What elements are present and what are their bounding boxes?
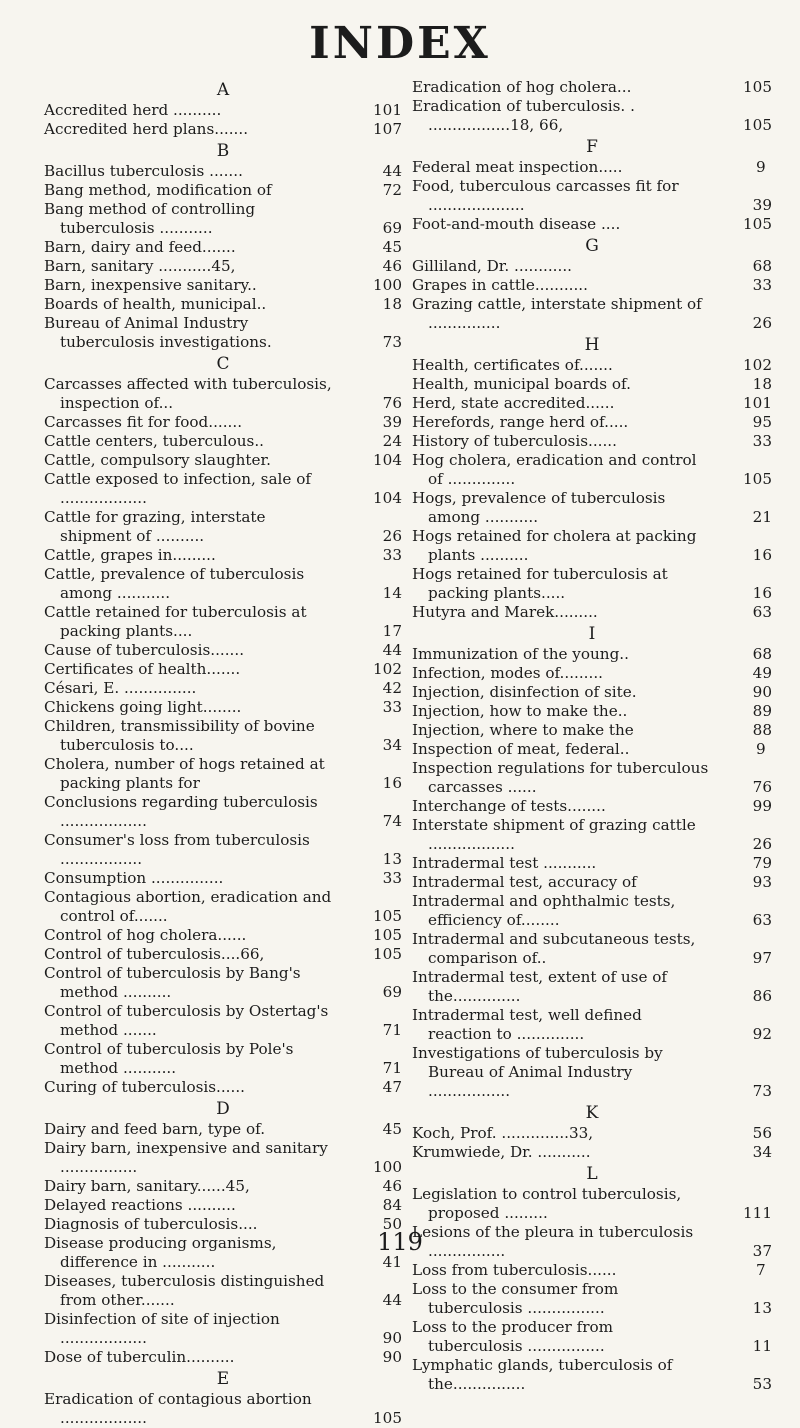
index-entry	[412, 645, 772, 664]
entry-pages: 13	[382, 850, 402, 868]
entry-pages: 84	[382, 1196, 402, 1214]
entry-pages: 105	[373, 926, 402, 944]
index-entry	[412, 177, 772, 215]
index-entry	[44, 831, 402, 869]
section-letter: L	[586, 1164, 598, 1184]
entry-pages: 105	[743, 470, 772, 488]
entry-text: Krumwiede, Dr. ...........	[412, 1143, 591, 1161]
entry-text: Disease producing organisms, difference in ...........	[44, 1234, 277, 1271]
index-entry	[412, 854, 772, 873]
entry-pages: 16	[752, 584, 772, 602]
index-entry	[412, 394, 772, 413]
entry-pages: 90	[382, 1329, 402, 1347]
entry-text: Loss from tuberculosis......	[412, 1261, 617, 1279]
entry-pages: 41	[382, 1253, 402, 1271]
entry-pages: 13	[752, 1299, 772, 1317]
entry-text: History of tuberculosis......	[412, 432, 617, 450]
entry-text: Dairy barn, sanitary......45,	[44, 1177, 250, 1195]
entry-text: Cattle, compulsory slaughter.	[44, 451, 271, 469]
entry-text: Intradermal and ophthalmic tests, efficiency of........	[412, 892, 676, 929]
entry-text: Delayed reactions ..........	[44, 1196, 236, 1214]
entry-text: Curing of tuberculosis......	[44, 1078, 245, 1096]
entry-pages: 46	[382, 257, 402, 275]
left-column	[44, 78, 402, 1428]
entry-pages: 63	[752, 911, 772, 929]
entry-text: Carcasses affected with tuberculosis, inspection of...	[44, 375, 332, 412]
index-entry	[44, 432, 402, 451]
entry-text: Boards of health, municipal..	[44, 295, 267, 313]
entry-pages: 26	[752, 314, 772, 332]
entry-text: Intradermal test, well defined reaction to ..............	[412, 1006, 642, 1043]
entry-text: Césari, E. ...............	[44, 679, 197, 697]
index-entry	[44, 162, 402, 181]
index-entry	[44, 945, 402, 964]
index-entry	[44, 257, 402, 276]
index-entry	[44, 546, 402, 565]
entry-pages: 44	[382, 641, 402, 659]
index-entry	[412, 295, 772, 333]
entry-text: Intradermal test, accuracy of	[412, 873, 637, 891]
entry-text: Consumption ...............	[44, 869, 224, 887]
entry-pages: 69	[382, 983, 402, 1001]
index-entry	[412, 759, 772, 797]
entry-text: Barn, dairy and feed.......	[44, 238, 236, 256]
entry-pages: 86	[752, 987, 772, 1005]
entry-text: Intradermal test, extent of use of the..............	[412, 968, 668, 1005]
section-letter: G	[585, 236, 599, 256]
index-entry	[44, 508, 402, 546]
entry-pages: 71	[382, 1059, 402, 1077]
entry-pages: 105	[373, 945, 402, 963]
index-entry	[412, 1185, 772, 1223]
index-entry	[412, 451, 772, 489]
section-letter: F	[586, 137, 598, 157]
index-entry	[412, 489, 772, 527]
entry-pages: 92	[752, 1025, 772, 1043]
entry-pages: 97	[752, 949, 772, 967]
entry-pages: 18	[382, 295, 402, 313]
section-letter: E	[216, 1369, 230, 1389]
entry-text: Loss to the consumer from tuberculosis ................	[412, 1280, 619, 1317]
entry-pages: 24	[382, 432, 402, 450]
entry-text: Control of tuberculosis....66,	[44, 945, 265, 963]
index-entry	[44, 375, 402, 413]
index-entry	[412, 97, 772, 135]
entry-pages: 72	[382, 181, 402, 199]
entry-text: Barn, sanitary ...........45,	[44, 257, 236, 275]
entry-pages: 107	[373, 120, 402, 138]
index-entry	[412, 1280, 772, 1318]
entry-pages: 105	[743, 78, 772, 96]
entry-pages: 33	[752, 432, 772, 450]
entry-text: Health, municipal boards of.	[412, 375, 631, 393]
entry-pages: 104	[373, 451, 402, 469]
entry-text: Hogs retained for tuberculosis at packing plants.....	[412, 565, 668, 602]
entry-text: Lymphatic glands, tuberculosis of the...............	[412, 1356, 673, 1393]
entry-pages: 105	[373, 907, 402, 925]
index-entry	[412, 257, 772, 276]
entry-pages: 68	[752, 645, 772, 663]
entry-text: Intradermal test ...........	[412, 854, 597, 872]
entry-pages: 53	[752, 1375, 772, 1393]
entry-text: Cattle exposed to infection, sale of ..................	[44, 470, 311, 507]
entry-pages: 33	[752, 276, 772, 294]
section-letter: C	[216, 354, 230, 374]
section-letter: D	[216, 1099, 230, 1119]
entry-pages: 76	[752, 778, 772, 796]
index-entry	[412, 930, 772, 968]
entry-pages: 100	[373, 1158, 402, 1176]
entry-text: Cattle for grazing, interstate shipment of ..........	[44, 508, 266, 545]
index-entry	[412, 603, 772, 622]
entry-pages: 105	[743, 215, 772, 233]
entry-pages: 17	[382, 622, 402, 640]
entry-pages: 101	[743, 394, 772, 412]
entry-text: Eradication of tuberculosis. . .................18, 66,	[412, 97, 635, 134]
entry-pages: 16	[382, 774, 402, 792]
index-entry	[44, 565, 402, 603]
index-entry	[44, 793, 402, 831]
index-entry	[412, 432, 772, 451]
entry-text: Cause of tuberculosis.......	[44, 641, 245, 659]
entry-text: Accredited herd plans.......	[44, 120, 249, 138]
index-entry: Inspection of meat, federal.. 9	[412, 740, 766, 758]
index-entry	[44, 451, 402, 470]
entry-text: Bang method of controlling tuberculosis ...........	[44, 200, 256, 237]
section-letter: K	[585, 1103, 599, 1123]
index-entry	[412, 1044, 772, 1101]
entry-pages: 44	[382, 1291, 402, 1309]
entry-text: Control of tuberculosis by Pole's method ...........	[44, 1040, 294, 1077]
entry-pages: 79	[752, 854, 772, 872]
entry-pages: 26	[752, 835, 772, 853]
entry-pages: 37	[752, 1242, 772, 1260]
entry-pages: 26	[382, 527, 402, 545]
index-entry	[412, 565, 772, 603]
entry-text: Food, tuberculous carcasses fit for ....................	[412, 177, 679, 214]
entry-pages: 47	[382, 1078, 402, 1096]
index-entry	[44, 200, 402, 238]
entry-pages: 104	[373, 489, 402, 507]
entry-pages: 45	[382, 1120, 402, 1138]
entry-pages: 33	[382, 698, 402, 716]
index-entry	[412, 356, 772, 375]
entry-text: Investigations of tuberculosis by Bureau of Animal Industry .................	[412, 1044, 663, 1100]
entry-pages: 99	[752, 797, 772, 815]
entry-pages: 56	[752, 1124, 772, 1142]
entry-text: Gilliland, Dr. ............	[412, 257, 572, 275]
entry-pages: 71	[382, 1021, 402, 1039]
entry-text: Health, certificates of.......	[412, 356, 613, 374]
entry-pages: 102	[373, 660, 402, 678]
entry-pages: 89	[752, 702, 772, 720]
entry-text: Accredited herd ..........	[44, 101, 222, 119]
entry-text: Conclusions regarding tuberculosis ..................	[44, 793, 318, 830]
index-entry	[44, 888, 402, 926]
index-entry	[44, 641, 402, 660]
index-entry	[412, 968, 772, 1006]
entry-pages: 34	[752, 1143, 772, 1161]
entry-text: Herd, state accredited......	[412, 394, 615, 412]
entry-text: Injection, disinfection of site.	[412, 683, 637, 701]
entry-text: Cattle retained for tuberculosis at packing plants....	[44, 603, 307, 640]
entry-text: Koch, Prof. ..............33,	[412, 1124, 594, 1142]
index-entry	[44, 1040, 402, 1078]
index-entry	[44, 295, 402, 314]
index-entry	[44, 1310, 402, 1348]
index-entry	[412, 816, 772, 854]
section-letter: H	[584, 335, 600, 355]
entry-pages: 100	[373, 276, 402, 294]
index-entry	[412, 797, 772, 816]
index-entry	[412, 721, 772, 740]
index-entry	[44, 101, 402, 120]
entry-text: Chickens going light........	[44, 698, 242, 716]
entry-text: Injection, where to make the	[412, 721, 634, 739]
entry-pages: 73	[752, 1082, 772, 1100]
index-entry	[412, 527, 772, 565]
entry-text: Federal meat inspection.....	[412, 158, 623, 176]
index-entry	[44, 413, 402, 432]
index-entry	[44, 120, 402, 139]
index-entry	[44, 755, 402, 793]
entry-text: Interchange of tests........	[412, 797, 606, 815]
entry-text: Injection, how to make the..	[412, 702, 628, 720]
entry-text: Dose of tuberculin..........	[44, 1348, 235, 1366]
index-entry	[44, 1348, 402, 1367]
entry-pages: 102	[743, 356, 772, 374]
index-entry	[44, 660, 402, 679]
index-entry	[412, 375, 772, 394]
entry-text: Bacillus tuberculosis .......	[44, 162, 243, 180]
index-entry	[44, 698, 402, 717]
entry-text: Loss to the producer from tuberculosis ................	[412, 1318, 614, 1355]
entry-text: Herefords, range herd of.....	[412, 413, 629, 431]
index-entry	[412, 78, 772, 97]
entry-text: Foot-and-mouth disease ....	[412, 215, 621, 233]
right-column	[412, 78, 772, 1394]
entry-text: Control of tuberculosis by Bang's method ..........	[44, 964, 301, 1001]
index-entry	[44, 276, 402, 295]
entry-text: Diagnosis of tuberculosis....	[44, 1215, 258, 1233]
index-entry	[44, 926, 402, 945]
index-entry	[412, 215, 772, 234]
entry-pages: 18	[752, 375, 772, 393]
entry-text: Interstate shipment of grazing cattle ..................	[412, 816, 696, 853]
entry-text: Hog cholera, eradication and control of ..............	[412, 451, 697, 488]
entry-pages: 45	[382, 238, 402, 256]
entry-text: Cattle, grapes in.........	[44, 546, 216, 564]
index-entry	[44, 314, 402, 352]
entry-pages: 16	[752, 546, 772, 564]
entry-pages: 95	[752, 413, 772, 431]
index-entry	[44, 1078, 402, 1097]
entry-pages: 21	[752, 508, 772, 526]
index-entry	[44, 1177, 402, 1196]
entry-pages: 33	[382, 869, 402, 887]
entry-text: Cattle, prevalence of tuberculosis among ...........	[44, 565, 305, 602]
entry-pages: 105	[373, 1409, 402, 1427]
entry-pages: 39	[382, 413, 402, 431]
entry-text: Contagious abortion, eradication and control of.......	[44, 888, 332, 925]
index-entry	[412, 683, 772, 702]
entry-text: Lesions of the pleura in tuberculosis ................	[412, 1223, 694, 1260]
entry-text: Intradermal and subcutaneous tests, comparison of..	[412, 930, 696, 967]
index-entry	[412, 892, 772, 930]
entry-pages: 14	[382, 584, 402, 602]
entry-pages: 33	[382, 546, 402, 564]
index-entry	[412, 702, 772, 721]
entry-pages: 44	[382, 162, 402, 180]
index-entry	[412, 1124, 772, 1143]
index-entry	[412, 873, 772, 892]
entry-pages: 42	[382, 679, 402, 697]
entry-pages: 90	[382, 1348, 402, 1366]
page-number: 119	[377, 1228, 423, 1256]
entry-pages: 74	[382, 812, 402, 830]
entry-pages: 90	[752, 683, 772, 701]
entry-text: Diseases, tuberculosis distinguished from other.......	[44, 1272, 325, 1309]
entry-text: Grazing cattle, interstate shipment of ...............	[412, 295, 702, 332]
entry-text: Inspection regulations for tuberculous carcasses ......	[412, 759, 709, 796]
index-entry	[44, 181, 402, 200]
entry-pages: 101	[373, 101, 402, 119]
entry-pages: 76	[382, 394, 402, 412]
entry-pages: 73	[382, 333, 402, 351]
index-entry	[412, 1006, 772, 1044]
section-letter: A	[216, 80, 230, 100]
entry-text: Hogs, prevalence of tuberculosis among ...........	[412, 489, 666, 526]
entry-text: Immunization of the young..	[412, 645, 629, 663]
entry-pages: 49	[752, 664, 772, 682]
entry-pages: 11	[752, 1337, 772, 1355]
entry-pages: 39	[752, 196, 772, 214]
entry-text: Bureau of Animal Industry tuberculosis investigations.	[44, 314, 272, 351]
entry-text: Legislation to control tuberculosis, proposed .........	[412, 1185, 682, 1222]
index-entry	[412, 1143, 772, 1162]
index-entry	[412, 276, 772, 295]
index-entry	[44, 1002, 402, 1040]
entry-text: Consumer's loss from tuberculosis .................	[44, 831, 310, 868]
entry-text: Certificates of health.......	[44, 660, 241, 678]
entry-pages: 68	[752, 257, 772, 275]
entry-pages: 34	[382, 736, 402, 754]
entry-text: Eradication of hog cholera...	[412, 78, 632, 96]
entry-text: Barn, inexpensive sanitary..	[44, 276, 257, 294]
index-entry	[44, 964, 402, 1002]
index-entry	[44, 869, 402, 888]
entry-text: Hutyra and Marek.........	[412, 603, 598, 621]
entry-pages: 88	[752, 721, 772, 739]
entry-pages: 105	[743, 116, 772, 134]
section-letter: B	[216, 141, 230, 161]
index-entry	[44, 1120, 402, 1139]
entry-text: Inspection of meat, federal..	[412, 740, 630, 758]
entry-text: Children, transmissibility of bovine tuberculosis to....	[44, 717, 315, 754]
entry-text: Carcasses fit for food.......	[44, 413, 243, 431]
entry-text: Dairy and feed barn, type of.	[44, 1120, 266, 1138]
index-entry	[44, 1196, 402, 1215]
entry-text: Hogs retained for cholera at packing plants ..........	[412, 527, 697, 564]
entry-text: Cattle centers, tuberculous..	[44, 432, 265, 450]
entry-pages: 93	[752, 873, 772, 891]
entry-pages: 69	[382, 219, 402, 237]
index-entry	[412, 664, 772, 683]
entry-text: Dairy barn, inexpensive and sanitary ................	[44, 1139, 328, 1176]
entry-text: Control of hog cholera......	[44, 926, 247, 944]
index-entry	[412, 1356, 772, 1394]
index-entry: Federal meat inspection..... 9	[412, 158, 766, 176]
index-entry	[412, 413, 772, 432]
index-entry	[44, 470, 402, 508]
index-entry	[44, 717, 402, 755]
entry-text: Disinfection of site of injection ..................	[44, 1310, 280, 1347]
page-title: INDEX	[309, 18, 491, 69]
entry-pages: 46	[382, 1177, 402, 1195]
entry-pages: 50	[382, 1215, 402, 1233]
entry-text: Control of tuberculosis by Ostertag's method .......	[44, 1002, 329, 1039]
entry-text: Bang method, modification of	[44, 181, 272, 199]
section-letter: I	[588, 624, 596, 644]
index-entry	[44, 238, 402, 257]
entry-text: Eradication of contagious abortion ..................	[44, 1390, 312, 1427]
entry-text: Grapes in cattle...........	[412, 276, 588, 294]
index-entry	[44, 1272, 402, 1310]
index-entry	[44, 603, 402, 641]
entry-text: Cholera, number of hogs retained at packing plants for	[44, 755, 325, 792]
index-entry	[44, 1390, 402, 1428]
entry-text: Infection, modes of.........	[412, 664, 603, 682]
entry-pages: 63	[752, 603, 772, 621]
index-entry	[412, 1318, 772, 1356]
index-entry	[44, 679, 402, 698]
entry-pages: 111	[743, 1204, 772, 1222]
index-entry	[44, 1139, 402, 1177]
index-entry: Loss from tuberculosis...... 7	[412, 1261, 766, 1279]
